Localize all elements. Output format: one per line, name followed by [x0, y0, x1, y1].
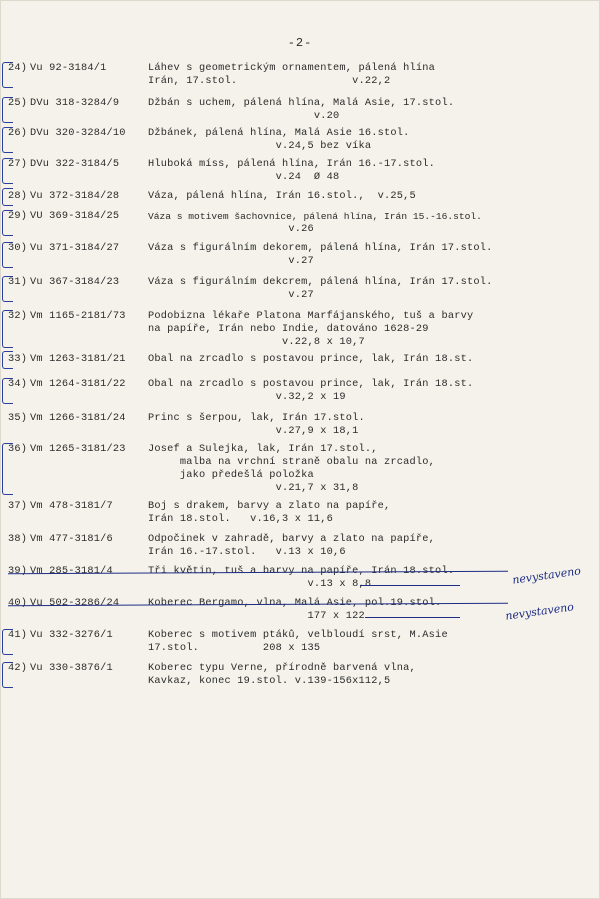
entry-number: 31)	[8, 276, 28, 288]
entry-number: 32)	[8, 310, 28, 322]
inventory-number: DVu 322-3184/5	[30, 158, 120, 170]
entry-description: Koberec typu Verne, přírodně barvená vlna,	[148, 662, 416, 674]
entry-number: 37)	[8, 500, 28, 512]
inventory-number: Vm 477-3181/6	[30, 533, 113, 545]
entry-description: Princ s šerpou, lak, Irán 17.stol.	[148, 412, 365, 424]
entry-continuation: v.27	[148, 255, 314, 267]
inventory-number: Vu 332-3276/1	[30, 629, 113, 641]
page-number: -2-	[287, 36, 313, 50]
entry-description: Váza s figurálním dekorem, pálená hlína, Irán 17.stol.	[148, 242, 493, 254]
entry-description: Odpočinek v zahradě, barvy a zlato na papíře,	[148, 533, 436, 545]
entry-number: 35)	[8, 412, 28, 424]
entry-description: Obal na zrcadlo s postavou prince, lak, Irán 18.st.	[148, 378, 474, 390]
entry-continuation: v.27,9 x 18,1	[148, 425, 359, 437]
entry-description: Boj s drakem, barvy a zlato na papíře,	[148, 500, 391, 512]
inventory-number: Vm 1266-3181/24	[30, 412, 126, 424]
inventory-number: Vm 478-3181/7	[30, 500, 113, 512]
inventory-number: Vu 502-3286/24	[30, 597, 120, 609]
entry-description: Tři květin, tuš a barvy na papíře, Irán 18.stol.	[148, 565, 455, 577]
inventory-number: Vm 1265-3181/23	[30, 443, 126, 455]
entry-continuation: v.22,8 x 10,7	[148, 336, 365, 348]
inventory-number: DVu 320-3284/10	[30, 127, 126, 139]
entry-number: 27)	[8, 158, 28, 170]
strike-line	[365, 617, 460, 618]
entry-number: 40)	[8, 597, 28, 609]
inventory-number: Vm 1165-2181/73	[30, 310, 126, 322]
entry-continuation: Irán 18.stol. v.16,3 x 11,6	[148, 513, 333, 525]
entry-continuation: v.24,5 bez víka	[148, 140, 372, 152]
entry-description: Váza s figurálním dekcrem, pálená hlína, Irán 17.stol.	[148, 276, 493, 288]
entry-description: Džbánek, pálená hlína, Malá Asie 16.stol.	[148, 127, 410, 139]
inventory-number: DVu 318-3284/9	[30, 97, 120, 109]
entry-number: 39)	[8, 565, 28, 577]
entry-number: 41)	[8, 629, 28, 641]
entry-continuation: v.20	[148, 110, 340, 122]
entry-description: Váza s motivem šachovnice, pálená hlína, Irán 15.-16.stol.	[148, 211, 482, 222]
entry-description: Džbán s uchem, pálená hlína, Malá Asie, 17.stol.	[148, 97, 455, 109]
inventory-number: Vu 372-3184/28	[30, 190, 120, 202]
entry-number: 26)	[8, 127, 28, 139]
entry-number: 33)	[8, 353, 28, 365]
inventory-number: Vu 367-3184/23	[30, 276, 120, 288]
inventory-number: Vm 285-3181/4	[30, 565, 113, 577]
entry-description: Koberec s motivem ptáků, velbloudí srst, M.Asie	[148, 629, 448, 641]
entry-number: 36)	[8, 443, 28, 455]
entry-continuation: v.26	[148, 223, 314, 235]
entry-number: 29)	[8, 210, 28, 222]
handwritten-note: nevystaveno	[504, 600, 575, 623]
entry-description: Váza, pálená hlína, Irán 16.stol., v.25,5	[148, 190, 416, 202]
inventory-number: Vu 371-3184/27	[30, 242, 120, 254]
inventory-number: Vm 1263-3181/21	[30, 353, 126, 365]
entry-continuation: v.27	[148, 289, 314, 301]
entry-description: Josef a Sulejka, lak, Irán 17.stol.,	[148, 443, 378, 455]
entry-number: 25)	[8, 97, 28, 109]
entry-number: 28)	[8, 190, 28, 202]
entry-continuation: v.32,2 x 19	[148, 391, 346, 403]
inventory-number: Vu 330-3876/1	[30, 662, 113, 674]
strike-line	[360, 585, 460, 586]
entry-continuation: jako předešlá položka	[148, 469, 314, 481]
entry-number: 24)	[8, 62, 28, 74]
entry-number: 34)	[8, 378, 28, 390]
entry-continuation: malba na vrchní straně obalu na zrcadlo,	[148, 456, 436, 468]
entry-continuation: v.21,7 x 31,8	[148, 482, 359, 494]
entry-continuation: Irán, 17.stol. v.22,2	[148, 75, 391, 87]
entry-description: Obal na zrcadlo s postavou prince, lak, Irán 18.st.	[148, 353, 474, 365]
entry-continuation: na papíře, Irán nebo Indie, datováno 1628-29	[148, 323, 429, 335]
entry-description: Láhev s geometrickým ornamentem, pálená hlína	[148, 62, 436, 74]
entry-continuation: 177 x 122	[148, 610, 365, 622]
entry-number: 38)	[8, 533, 28, 545]
handwritten-note: nevystaveno	[511, 564, 582, 587]
entry-number: 30)	[8, 242, 28, 254]
inventory-number: VU 369-3184/25	[30, 210, 120, 222]
entry-continuation: 17.stol. 208 x 135	[148, 642, 321, 654]
entry-description: Koberec Bergamo, vlna, Malá Asie, pol.19.stol.	[148, 597, 442, 609]
entry-number: 42)	[8, 662, 28, 674]
entry-continuation: v.13 x 8,8	[148, 578, 372, 590]
entry-continuation: v.24 Ø 48	[148, 171, 340, 183]
inventory-number: Vm 1264-3181/22	[30, 378, 126, 390]
inventory-number: Vu 92-3184/1	[30, 62, 107, 74]
entry-description: Hluboká míss, pálená hlína, Irán 16.-17.stol.	[148, 158, 436, 170]
entry-continuation: Irán 16.-17.stol. v.13 x 10,6	[148, 546, 346, 558]
entry-continuation: Kavkaz, konec 19.stol. v.139-156x112,5	[148, 675, 391, 687]
entry-description: Podobizna lékaře Platona Marfájanského, tuš a barvy	[148, 310, 474, 322]
